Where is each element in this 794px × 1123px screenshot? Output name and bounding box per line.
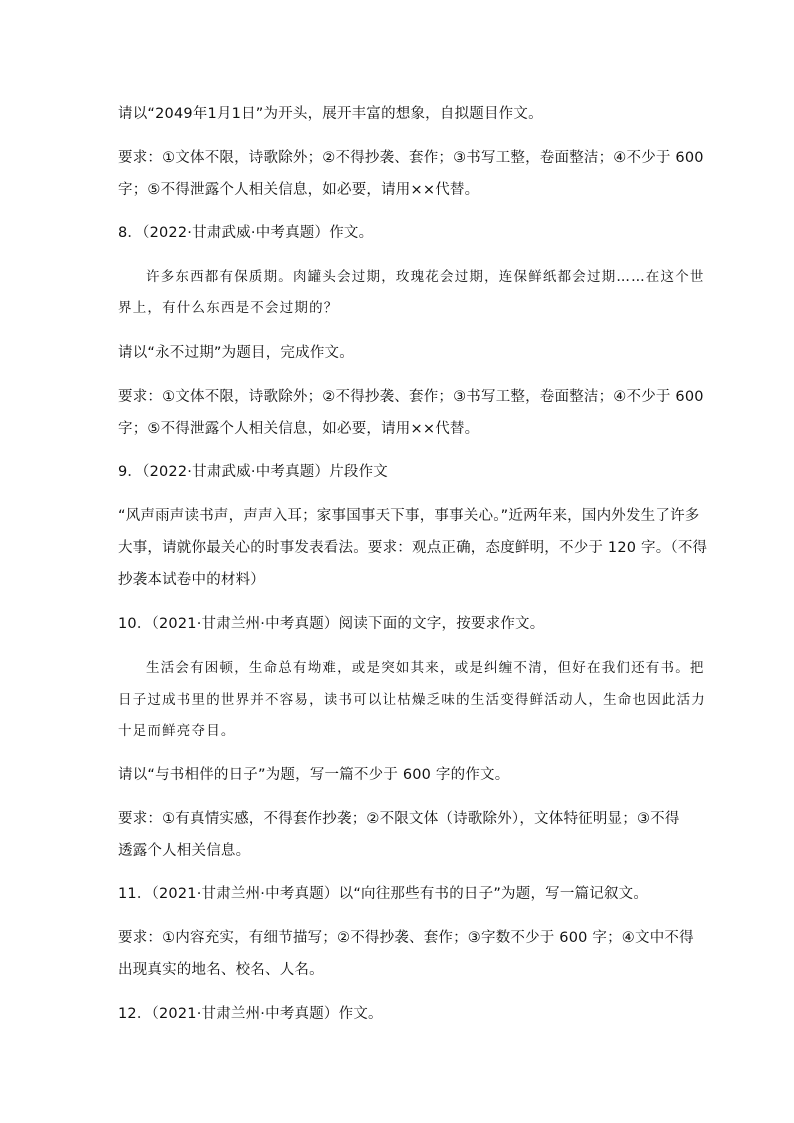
question-heading: 9．（2022·甘肃武威·中考真题）片段作文 bbox=[118, 464, 388, 480]
question-heading: 12．（2021·甘肃兰州·中考真题）作文。 bbox=[118, 1006, 383, 1022]
quoted-material: 许多东西都有保质期。肉罐头会过期，玫瑰花会过期，连保鲜纸都会过期……在这个世 bbox=[146, 269, 705, 285]
question-heading: 11．（2021·甘肃兰州·中考真题）以“向往那些有书的日子”为题，写一篇记叙文。 bbox=[118, 886, 649, 902]
requirements-line: 透露个人相关信息。 bbox=[118, 843, 251, 859]
requirements-line: 要求：①文体不限，诗歌除外；②不得抄袭、套作；③书写工整，卷面整洁；④不少于 600 bbox=[118, 150, 704, 166]
prompt-line: 请以“永不过期”为题目，完成作文。 bbox=[118, 345, 354, 361]
prompt-line: 抄袭本试卷中的材料） bbox=[118, 572, 265, 588]
requirements-line: 要求：①内容充实，有细节描写；②不得抄袭、套作；③字数不少于 600 字；④文中不得 bbox=[118, 930, 694, 946]
requirements-line: 字；⑤不得泄露个人相关信息，如必要，请用××代替。 bbox=[118, 182, 480, 198]
question-heading: 10．（2021·甘肃兰州·中考真题）阅读下面的文字，按要求作文。 bbox=[118, 616, 545, 632]
quoted-material: 界上，有什么东西是不会过期的？ bbox=[118, 300, 339, 316]
prompt-line: 请以“与书相伴的日子”为题，写一篇不少于 600 字的作文。 bbox=[118, 767, 510, 783]
question-heading: 8．（2022·甘肃武威·中考真题）作文。 bbox=[118, 225, 374, 241]
prompt-line: 大事，请就你最关心的时事发表看法。要求：观点正确，态度鲜明，不少于 120 字。（不得 bbox=[118, 540, 708, 556]
prompt-line: 请以“2049年1月1日”为开头，展开丰富的想象，自拟题目作文。 bbox=[118, 106, 543, 122]
requirements-line: 字；⑤不得泄露个人相关信息，如必要，请用××代替。 bbox=[118, 421, 480, 437]
prompt-line: “风声雨声读书声，声声入耳；家事国事天下事，事事关心。”近两年来，国内外发生了许多 bbox=[118, 508, 700, 524]
quoted-material: 生活会有困顿，生命总有坳难，或是突如其来，或是纠缠不清，但好在我们还有书。把 bbox=[146, 660, 705, 676]
requirements-line: 要求：①有真情实感，不得套作抄袭；②不限文体（诗歌除外），文体特征明显；③不得 bbox=[118, 811, 680, 827]
requirements-line: 要求：①文体不限，诗歌除外；②不得抄袭、套作；③书写工整，卷面整洁；④不少于 600 bbox=[118, 389, 704, 405]
quoted-material: 日子过成书里的世界并不容易，读书可以让枯燥乏味的生活变得鲜活动人，生命也因此活力 bbox=[118, 692, 706, 708]
requirements-line: 出现真实的地名、校名、人名。 bbox=[118, 962, 324, 978]
quoted-material: 十足而鲜亮夺目。 bbox=[118, 723, 236, 739]
